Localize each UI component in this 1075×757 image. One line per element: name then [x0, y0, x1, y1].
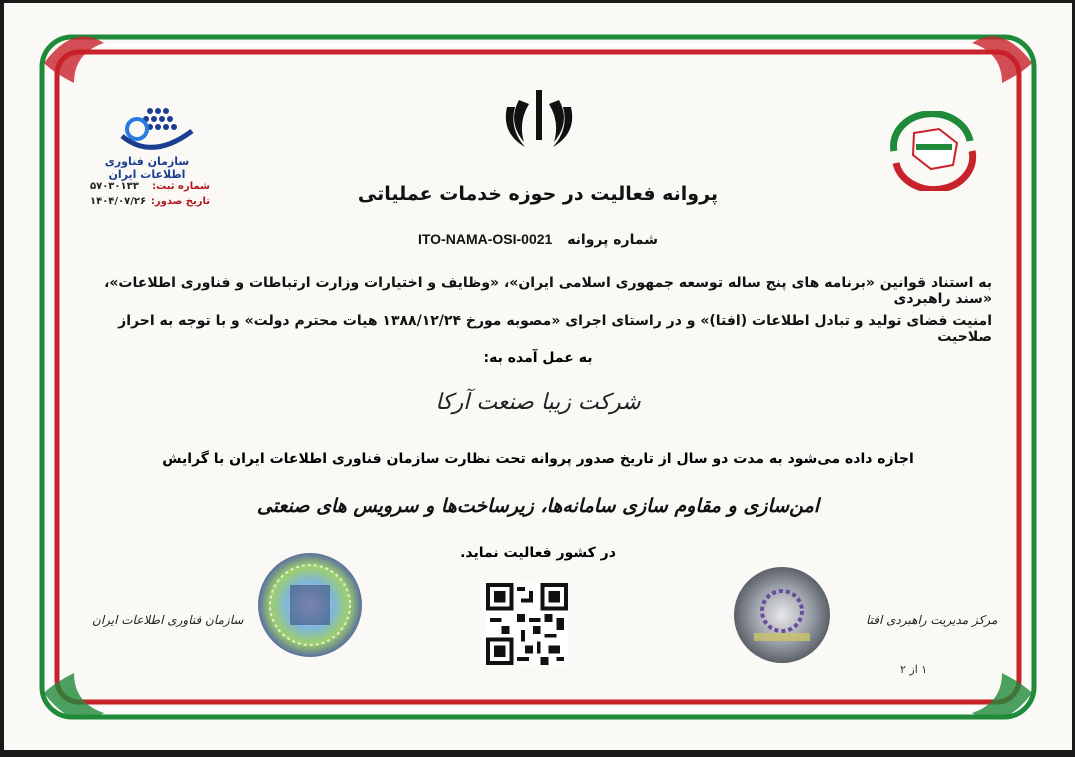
- license-label: شماره پروانه: [567, 232, 659, 248]
- hologram-seal-left-icon: [256, 551, 364, 659]
- company-name: شرکت زیبا صنعت آرکا: [435, 390, 641, 415]
- certificate-page: [4, 3, 1072, 750]
- certificate-title: پروانه فعالیت در حوزه خدمات عملیاتی: [357, 183, 719, 205]
- qr-code-icon: [486, 583, 568, 665]
- iran-emblem-icon: [499, 85, 579, 155]
- org-name: سازمان فناوری اطلاعات ایران: [104, 155, 190, 181]
- page-number: ۱ از ۲: [900, 663, 928, 676]
- signature-right: مرکز مدیریت راهبردی افتا: [866, 613, 998, 627]
- reg-label: شماره ثبت:: [152, 181, 210, 192]
- license-field: امن‌سازی و مقاوم سازی سامانه‌ها، زیرساخت‌ها و سرویس های صنعتی: [256, 495, 820, 517]
- body-line-2: امنیت فضای تولید و تبادل اطلاعات (افتا)» و در راستای اجرای «مصوبه مورخ ۱۳۸۸/۱۲/۲۴ هیات محترم دولت» و با توجه به احراز صلاحیت: [118, 313, 992, 345]
- hologram-seal-right-icon: [732, 565, 832, 665]
- awarded-to-label: به عمل آمده به:: [483, 350, 593, 366]
- permit-text: اجازه داده می‌شود به مدت دو سال از تاریخ صدور پروانه تحت نظارت سازمان فناوری اطلاعات ایران با گرایش: [162, 451, 914, 467]
- reg-value: ۵۷۰۳۰۱۳۳: [90, 181, 139, 192]
- body-line-1: به استناد قوانین «برنامه های پنج ساله توسعه جمهوری اسلامی ایران»، «وظایف و اختیارات وزارت ارتباطات و فناوری اطلاعات»، «سند راهبردی: [104, 275, 992, 307]
- signature-left: سازمان فناوری اطلاعات ایران: [92, 613, 244, 627]
- iran-map-logo-icon: [884, 111, 984, 191]
- activity-text: در کشور فعالیت نماید.: [460, 545, 616, 561]
- license-number: [4, 231, 1072, 248]
- date-label: تاریخ صدور:: [150, 196, 210, 207]
- license-code: ITO-NAMA-OSI-0021: [417, 231, 553, 247]
- date-value: ۱۴۰۴/۰۷/۲۶: [90, 196, 147, 207]
- ito-logo-icon: [112, 101, 202, 156]
